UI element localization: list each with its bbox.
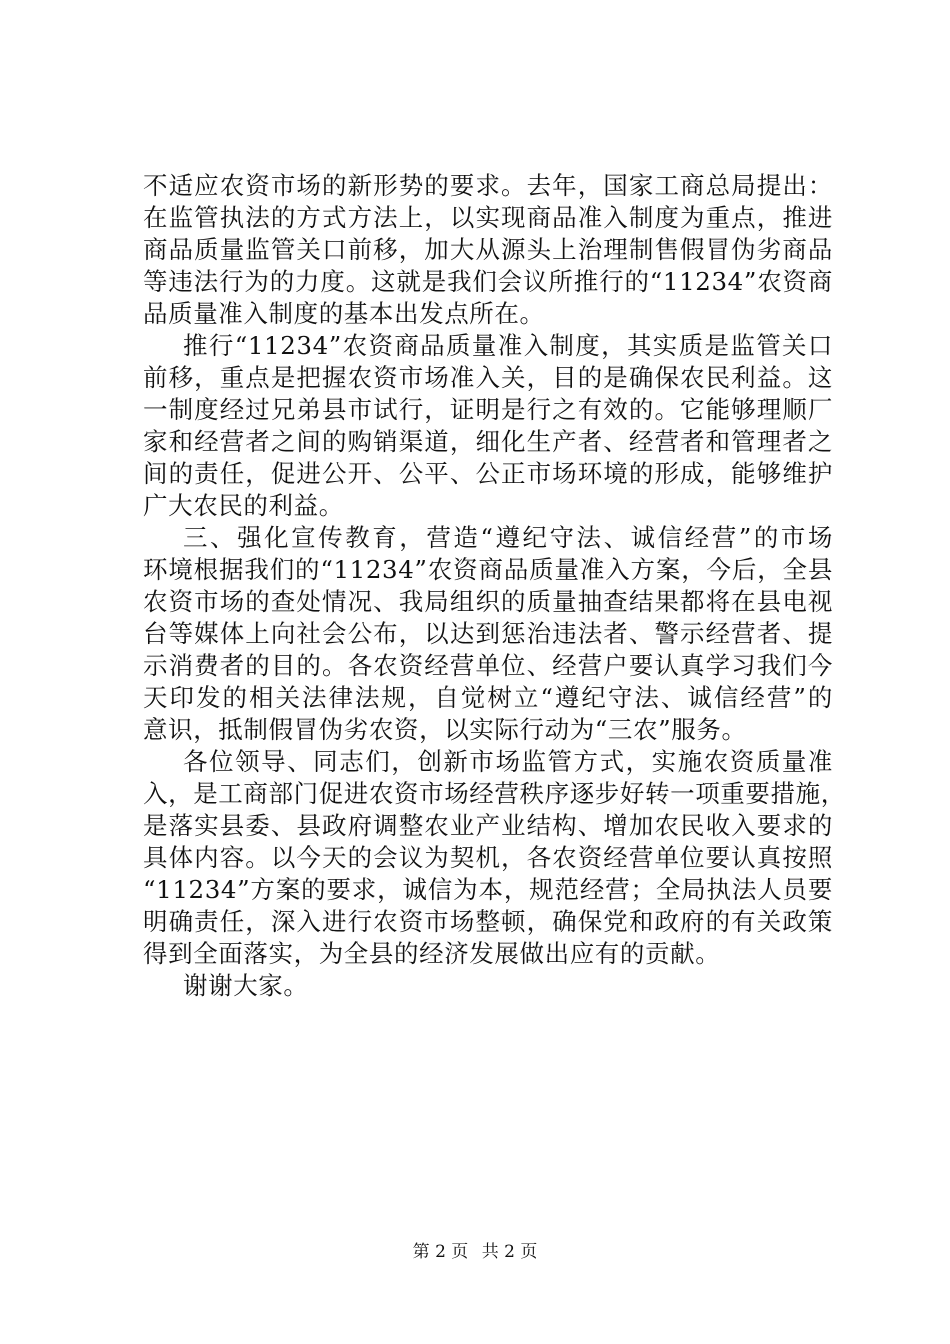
text-line: 等违法行为的力度。这就是我们会议所推行的“11234”农资商 xyxy=(143,267,833,296)
text-line: 天印发的相关法律法规，自觉树立“遵纪守法、诚信经营”的 xyxy=(143,683,833,712)
paragraph xyxy=(143,330,833,522)
paragraph xyxy=(143,522,833,746)
text-line: 得到全面落实，为全县的经济发展做出应有的贡献。 xyxy=(143,939,721,968)
text-line: 台等媒体上向社会公布，以达到惩治违法者、警示经营者、提 xyxy=(143,619,833,648)
page-total: 共 2 页 xyxy=(481,1242,538,1262)
paragraph xyxy=(143,970,833,1002)
text-line: 三、强化宣传教育，营造“遵纪守法、诚信经营”的市场 xyxy=(183,523,833,552)
text-line: 环境根据我们的“11234”农资商品质量准入方案，今后，全县 xyxy=(143,555,833,584)
page-footer xyxy=(0,1240,950,1264)
text-line: 商品质量监管关口前移，加大从源头上治理制售假冒伪劣商品 xyxy=(143,235,833,264)
text-line: 意识，抵制假冒伪劣农资，以实际行动为“三农”服务。 xyxy=(143,715,747,744)
text-line: 前移，重点是把握农资市场准入关，目的是确保农民利益。这 xyxy=(143,363,833,392)
text-line: 广大农民的利益。 xyxy=(143,491,344,520)
text-line: 品质量准入制度的基本出发点所在。 xyxy=(143,299,545,328)
text-line: 在监管执法的方式方法上，以实现商品准入制度为重点，推进 xyxy=(143,203,833,232)
text-line: 是落实县委、县政府调整农业产业结构、增加农民收入要求的 xyxy=(143,811,833,840)
text-line: 一制度经过兄弟县市试行，证明是行之有效的。它能够理顺厂 xyxy=(143,395,833,424)
text-line: 推行“11234”农资商品质量准入制度，其实质是监管关口 xyxy=(183,331,833,360)
paragraph xyxy=(143,746,846,970)
text-line: 示消费者的目的。各农资经营单位、经营户要认真学习我们今 xyxy=(143,651,833,680)
text-line: 间的责任，促进公开、公平、公正市场环境的形成，能够维护 xyxy=(143,459,833,488)
document-body xyxy=(143,170,846,1002)
paragraph xyxy=(143,170,833,330)
text-line: 明确责任，深入进行农资市场整顿，确保党和政府的有关政策 xyxy=(143,907,833,936)
page-number: 第 2 页 xyxy=(412,1242,469,1262)
text-line: 农资市场的查处情况、我局组织的质量抽查结果都将在县电视 xyxy=(143,587,833,616)
text-line: 入，是工商部门促进农资市场经营秩序逐步好转一项重要措施， xyxy=(143,779,846,808)
text-line: 家和经营者之间的购销渠道，细化生产者、经营者和管理者之 xyxy=(143,427,833,456)
text-line: 谢谢大家。 xyxy=(183,971,309,1000)
text-line: 不适应农资市场的新形势的要求。去年，国家工商总局提出： xyxy=(143,171,833,200)
text-line: 具体内容。以今天的会议为契机，各农资经营单位要认真按照 xyxy=(143,843,833,872)
text-line: 各位领导、同志们，创新市场监管方式，实施农资质量准 xyxy=(183,747,833,776)
text-line: “11234”方案的要求，诚信为本，规范经营；全局执法人员要 xyxy=(143,875,833,904)
